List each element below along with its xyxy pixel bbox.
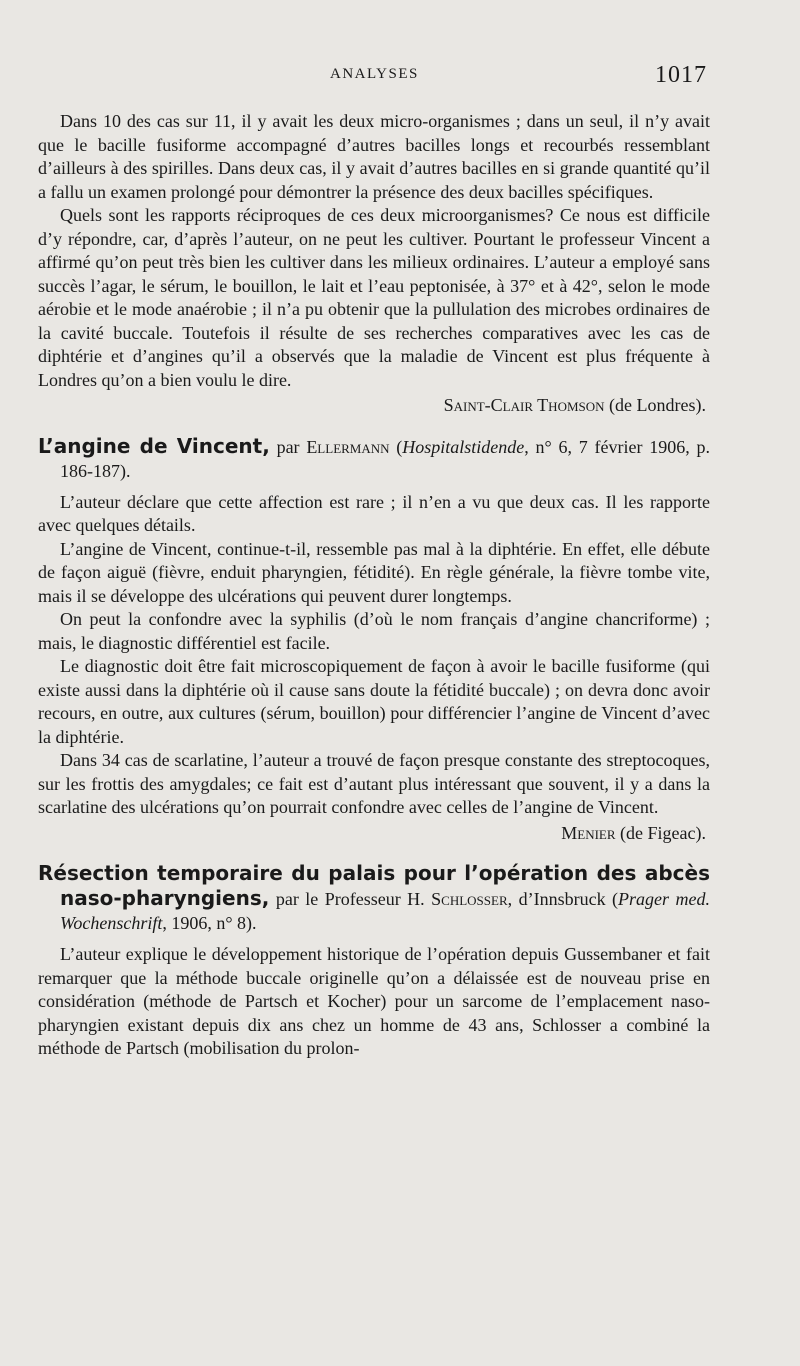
article-title: L’angine de Vincent, [38,433,270,458]
source-details: , n° 6, 7 février 1906, p. 186-187). [60,436,710,481]
article-signature [38,394,710,418]
signature-name: Menier [561,822,616,843]
paragraph: L’auteur déclare que cette affection est rare ; il n’en a vu que deux cas. Il les rapporte avec quelques détails. [38,491,710,535]
article-heading [38,861,710,935]
paragraph: Dans 10 des cas sur 11, il y avait les deux micro-organismes ; dans un seul, il n’y avait que le bacille fusiforme accompagné d’autres bacilles longs et recourbés ressemblant d’ailleurs à des spirilles. Dans deux cas, il y avait d’autres bacilles en si grande quantité qu’il a fallu un examen prolongé pour démontrer la présence des deux bacilles spécifiques. [38,111,710,202]
signature-affiliation: (de Londres). [604,395,706,415]
paragraph: Le diagnostic doit être fait microscopiquement de façon à avoir le bacille fusiforme (qui existe aussi dans la diphtérie où il cause sans doute la fétidité buccale) ; on devra donc avoir recours, en outre, aux cultures (sérum, bouillon) pour différencier l’angine de Vincent d’avec la diphtérie. [38,656,710,747]
running-title: ANALYSES [330,66,419,82]
article-author: Schlosser [431,889,508,909]
article-angine-de-vincent [38,434,710,846]
article-title: Résection temporaire du palais pour l’opération des abcès naso-pharyngiens, [38,861,710,910]
source-journal: Prager med. Wochenschrift [60,889,710,933]
source-journal: Hospitalstidende [402,436,525,457]
heading-by: par [269,436,307,457]
page-content [38,110,710,1061]
paragraph: L’angine de Vincent, continue-t-il, ressemble pas mal à la diphtérie. En effet, elle débute de façon aiguë (fièvre, enduit pharyngien, fétidité). En règle générale, la fièvre tombe vite, mais il se développe des ulcérations qui peuvent durer longtemps. [38,538,710,606]
paragraph: Quels sont les rapports réciproques de ces deux microorganismes? Ce nous est difficile d’y répondre, car, d’après l’auteur, on ne peut les cultiver. Pourtant le professeur Vincent a affirmé qu’on peut très bien les cultiver dans les milieux ordinaires. L’auteur a employé sans succès l’agar, le sérum, le bouillon, le lait et l’eau peptonisée, à 37° et à 42°, selon le mode aérobie et le mode anaérobie ; il n’a pu obtenir que la pullulation des microbes ordinaires de la cavité buccale. Toutefois il résulte de ses recherches comparatives avec les cas de diphtérie et d’angines qu’il a observés que la maladie de Vincent est plus fréquente à Londres qu’on a bien voulu le dire. [38,205,710,390]
source-details: , 1906, n° 8). [162,913,257,933]
article-continued [38,110,710,418]
heading-by: par le Professeur H. [269,889,432,909]
article-signature [38,822,710,846]
article-resection-palais [38,861,710,1061]
paragraph: On peut la confondre avec la syphilis (d’où le nom français d’angine chancriforme) ; mais, le diagnostic différentiel est facile. [38,609,710,653]
signature-name: Saint-Clair Thomson [443,395,605,415]
author-affiliation: , d’Innsbruck ( [507,889,619,909]
page-number: 1017 [655,62,707,88]
paragraph: Dans 34 cas de scarlatine, l’auteur a trouvé de façon presque constante des streptocoques, sur les frottis des amygdales; ce fait est d’autant plus intéressant que souvent, il y a dans la scarlatine des ulcérations qu’on pourrait confondre avec celles de l’angine de Vincent. [38,750,710,817]
page-header [0,62,800,92]
paragraph: L’auteur explique le développement historique de l’opération depuis Gussembaner et fait remarquer que la méthode buccale originelle qu’on a délaissée est de nouveau prise en considération (méthode de Partsch et Kocher) pour un sarcome de l’emplacement naso-pharyngien existant depuis dix ans chez un homme de 43 ans, Schlosser a combiné la méthode de Partsch (mobilisation du prolon- [38,944,710,1058]
source-open: ( [389,436,403,457]
article-author: Ellermann [306,436,390,457]
article-heading [38,434,710,483]
signature-affiliation: (de Figeac). [615,822,706,843]
